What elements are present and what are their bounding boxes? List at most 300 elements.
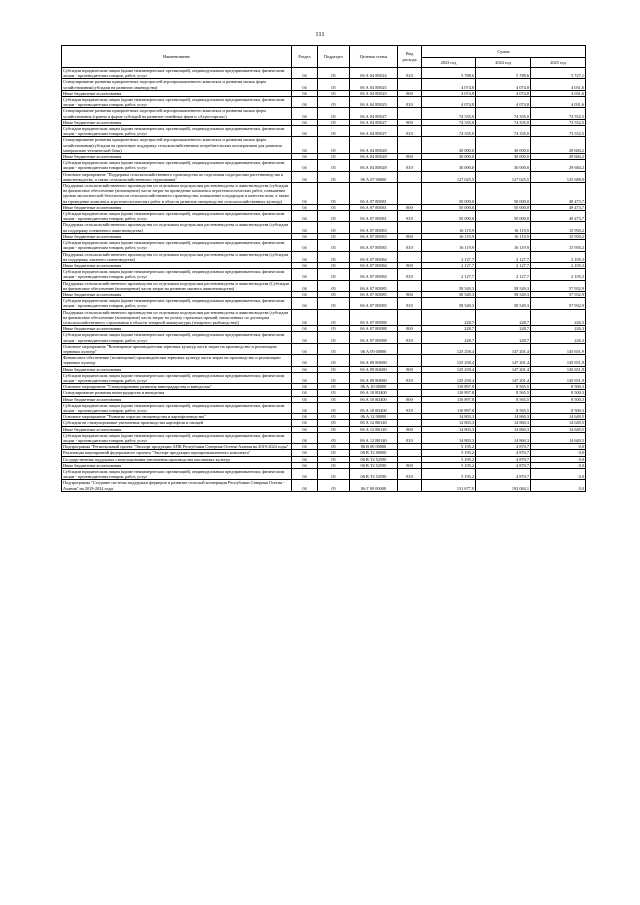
- row-section: 04: [292, 204, 318, 210]
- header-year-2023: 2023 год: [422, 58, 476, 68]
- row-subsection: 05: [318, 432, 350, 443]
- table-row: [62, 402, 586, 413]
- row-section: 04: [292, 390, 318, 396]
- row-section: 04: [292, 366, 318, 372]
- row-target-item: 06 Г 00 00000: [350, 480, 398, 491]
- table-row: [62, 372, 586, 383]
- row-amount-2024: 30 000,0: [476, 137, 531, 154]
- row-target-item: 06 А 04 R5027: [350, 108, 398, 119]
- row-name: Субсидии юридическим лицам (кроме некоммерческих организаций), индивидуальным предпринимателям, физическим лицам - производителям товаров, работ, услуг: [62, 240, 292, 251]
- row-target-item: 06 А 04 R5028: [350, 160, 398, 171]
- row-subsection: 05: [318, 426, 350, 432]
- row-section: 04: [292, 298, 318, 309]
- table-row: [62, 171, 586, 182]
- row-amount-2024: 30 000,0: [476, 154, 531, 160]
- row-amount-2025: 2 105,3: [531, 262, 586, 268]
- row-amount-2024: 14 860,3: [476, 426, 531, 432]
- row-section: 04: [292, 309, 318, 326]
- row-section: 04: [292, 426, 318, 432]
- row-name: Иные бюджетные ассигнования: [62, 396, 292, 402]
- row-expense-type: 810: [398, 97, 422, 108]
- row-section: 04: [292, 251, 318, 262]
- row-amount-2023: 110 897,8: [422, 396, 476, 402]
- row-subsection: 05: [318, 183, 350, 205]
- table-row: [62, 332, 586, 343]
- row-name: Подпрограмма "Создание системы поддержки фермеров и развитие сельской кооперации Республики Северная Осетия - Алания" на 2019-2024 годы: [62, 480, 292, 491]
- row-subsection: 05: [318, 262, 350, 268]
- row-expense-type: [398, 137, 422, 154]
- row-amount-2023: 110 897,8: [422, 390, 476, 396]
- row-name: Субсидии на стимулирование увеличения производства картофеля и овощей: [62, 420, 292, 426]
- row-subsection: 05: [318, 160, 350, 171]
- row-name: Поддержка сельскохозяйственного производства по отдельным подотраслям растениеводства и животноводства (субсидии на поддержку племенного животноводства): [62, 222, 292, 233]
- row-section: 04: [292, 126, 318, 137]
- row-amount-2024: 2 127,7: [476, 251, 531, 262]
- row-amount-2024: 74 335,0: [476, 126, 531, 137]
- row-amount-2023: 14 803,3: [422, 426, 476, 432]
- row-amount-2023: 5 195,2: [422, 469, 476, 480]
- row-amount-2025: 8 500,3: [531, 390, 586, 396]
- row-section: 04: [292, 396, 318, 402]
- row-expense-type: 810: [398, 332, 422, 343]
- row-name: Иные бюджетные ассигнования: [62, 154, 292, 160]
- row-amount-2024: 127 025,5: [476, 171, 531, 182]
- row-subsection: 05: [318, 396, 350, 402]
- row-name: Реализация мероприятий федерального проекта "Экспорт продукции агропромышленного комплекса": [62, 450, 292, 456]
- row-expense-type: 810: [398, 372, 422, 383]
- row-amount-2024: 2 127,7: [476, 262, 531, 268]
- row-expense-type: [398, 309, 422, 326]
- row-section: 04: [292, 291, 318, 297]
- row-amount-2023: 4 074,8: [422, 90, 476, 96]
- row-amount-2023: 110 897,8: [422, 384, 476, 390]
- row-name: Иные бюджетные ассигнования: [62, 233, 292, 239]
- header-subsection: Подраздел: [318, 46, 350, 68]
- row-subsection: 05: [318, 420, 350, 426]
- row-name: Финансовое обеспечение (возмещение) производителям зерновых культур части затрат на производство и реализацию зерновых культур: [62, 355, 292, 366]
- row-target-item: 06 А 07 R5081: [350, 204, 398, 210]
- row-amount-2024: 50 000,0: [476, 183, 531, 205]
- row-name: Иные бюджетные ассигнования: [62, 366, 292, 372]
- row-expense-type: 810: [398, 298, 422, 309]
- row-subsection: 05: [318, 469, 350, 480]
- row-subsection: 05: [318, 68, 350, 79]
- row-section: 04: [292, 432, 318, 443]
- row-name: Субсидии юридическим лицам (кроме некоммерческих организаций), индивидуальным предпринимателям, физическим лицам - производителям товаров, работ, услуг: [62, 298, 292, 309]
- row-expense-type: [398, 280, 422, 291]
- row-amount-2024: 8 565,5: [476, 390, 531, 396]
- row-amount-2025: 145 651,9: [531, 366, 586, 372]
- row-name: Стимулирование развития виноградарства и виноделия: [62, 390, 292, 396]
- row-expense-type: [398, 343, 422, 354]
- row-name: Поддержка сельскохозяйственного производства по отдельным подотраслям растениеводства и животноводства (субсидии на финансовое обеспечение (возмещение) части затрат на проведение комплекса агротехнологических работ, повышение уровня экологической безопасности сельскохозяйственного производства, повышение плодородия и качества почв, а также на проведение комплекса агротехнологических работ в области развития овощеводства сельскохозяйственных культур): [62, 183, 292, 205]
- row-target-item: 06 А 10 R3400: [350, 390, 398, 396]
- table-row: [62, 355, 586, 366]
- row-amount-2024: 16 119,9: [476, 222, 531, 233]
- row-section: 04: [292, 240, 318, 251]
- row-amount-2024: 192 084,1: [476, 480, 531, 491]
- row-amount-2023: 74 335,0: [422, 119, 476, 125]
- row-target-item: 06 А 09 R3680: [350, 372, 398, 383]
- row-amount-2025: 0,0: [531, 480, 586, 491]
- row-section: 04: [292, 420, 318, 426]
- row-expense-type: 800: [398, 426, 422, 432]
- row-amount-2023: 50 000,0: [422, 204, 476, 210]
- row-amount-2025: 73 552,5: [531, 108, 586, 119]
- row-subsection: 05: [318, 240, 350, 251]
- row-subsection: 05: [318, 462, 350, 468]
- row-target-item: 06 А 07 R5088: [350, 332, 398, 343]
- row-amount-2025: 8 500,3: [531, 396, 586, 402]
- row-expense-type: 800: [398, 326, 422, 332]
- row-section: 04: [292, 462, 318, 468]
- row-amount-2024: 14 860,3: [476, 432, 531, 443]
- row-name: Поддержка сельскохозяйственного производства по отдельным подотраслям растениеводства и животноводства (субсидии на финансовое обеспечение (возмещение) части затрат на уплату страховых премий, начисленных по договорам сельскохозяйственного страхования в области товарной аквакультуры (товарного рыбоводства)): [62, 309, 292, 326]
- row-subsection: 05: [318, 402, 350, 413]
- row-name: Основное мероприятие "Стимулирование развития виноградарства и виноделия": [62, 384, 292, 390]
- row-expense-type: 800: [398, 204, 422, 210]
- row-amount-2025: 226,3: [531, 326, 586, 332]
- row-amount-2025: 0,0: [531, 450, 586, 456]
- row-amount-2025: 57 932,9: [531, 298, 586, 309]
- row-expense-type: 810: [398, 432, 422, 443]
- row-amount-2025: 57 932,9: [531, 280, 586, 291]
- row-name: Субсидии юридическим лицам (кроме некоммерческих организаций), индивидуальным предпринимателям, физическим лицам - производителям товаров, работ, услуг: [62, 469, 292, 480]
- row-target-item: 06 А 10 R3400: [350, 402, 398, 413]
- row-amount-2023: 2 127,7: [422, 251, 476, 262]
- row-subsection: 05: [318, 233, 350, 239]
- row-section: 04: [292, 108, 318, 119]
- row-expense-type: 810: [398, 269, 422, 280]
- row-amount-2025: 8 500,3: [531, 402, 586, 413]
- row-section: 04: [292, 469, 318, 480]
- row-target-item: 06 В T2 52590: [350, 469, 398, 480]
- row-expense-type: 810: [398, 469, 422, 480]
- row-target-item: 06 В T2 52590: [350, 456, 398, 462]
- row-amount-2025: 0,0: [531, 444, 586, 450]
- table-row: [62, 280, 586, 291]
- table-row: [62, 211, 586, 222]
- row-name: Основное мероприятие "Поддержка сельскохозяйственного производства по отдельным подотраслям растениеводства и животноводства, а также сельскохозяйственного страхования": [62, 171, 292, 182]
- row-name: Поддержка сельскохозяйственного производства по отдельным подотраслям растениеводства и животноводства (субсидии на поддержку элитного семеноводства): [62, 251, 292, 262]
- row-section: 04: [292, 97, 318, 108]
- table-row: [62, 480, 586, 491]
- row-subsection: 05: [318, 291, 350, 297]
- row-target-item: 06 А 04 R5028: [350, 137, 398, 154]
- row-amount-2023: 14 803,3: [422, 420, 476, 426]
- row-expense-type: 800: [398, 90, 422, 96]
- row-amount-2024: 4 074,8: [476, 79, 531, 90]
- row-section: 04: [292, 372, 318, 383]
- row-amount-2024: 147 201,4: [476, 343, 531, 354]
- row-amount-2023: 30 000,0: [422, 137, 476, 154]
- row-amount-2023: 30 000,0: [422, 154, 476, 160]
- row-name: Иные бюджетные ассигнования: [62, 262, 292, 268]
- row-subsection: 05: [318, 355, 350, 366]
- row-section: 04: [292, 414, 318, 420]
- row-target-item: 06 А 07 R5085: [350, 280, 398, 291]
- row-subsection: 05: [318, 171, 350, 182]
- row-amount-2023: 5 195,2: [422, 444, 476, 450]
- row-amount-2025: 0,0: [531, 469, 586, 480]
- table-row: [62, 79, 586, 90]
- row-amount-2025: 29 684,2: [531, 160, 586, 171]
- row-amount-2023: 5 195,2: [422, 456, 476, 462]
- row-subsection: 05: [318, 222, 350, 233]
- row-expense-type: [398, 222, 422, 233]
- row-target-item: 06 А 04 R5024: [350, 68, 398, 79]
- table-row: [62, 126, 586, 137]
- row-name: Субсидии юридическим лицам (кроме некоммерческих организаций), индивидуальным предпринимателям, физическим лицам - производителям товаров, работ, услуг: [62, 126, 292, 137]
- row-amount-2023: 4 074,8: [422, 97, 476, 108]
- row-expense-type: [398, 171, 422, 182]
- row-target-item: 06 А 04 R5025: [350, 79, 398, 90]
- row-subsection: 05: [318, 343, 350, 354]
- row-amount-2025: 0,0: [531, 462, 586, 468]
- row-name: Субсидии юридическим лицам (кроме некоммерческих организаций), индивидуальным предпринимателям, физическим лицам - производителям товаров, работ, услуг: [62, 402, 292, 413]
- table-row: [62, 68, 586, 79]
- table-row: [62, 432, 586, 443]
- row-amount-2023: 74 335,0: [422, 108, 476, 119]
- row-name: Подпрограмма "Региональный проект "Экспорт продукции АПК Республики Северная Осетия-Алания на 2019-2024 годы": [62, 444, 292, 450]
- row-amount-2024: 74 335,0: [476, 108, 531, 119]
- row-name: Субсидии юридическим лицам (кроме некоммерческих организаций), индивидуальным предпринимателям, физическим лицам - производителям товаров, работ, услуг: [62, 160, 292, 171]
- row-amount-2024: 4 074,8: [476, 97, 531, 108]
- row-amount-2023: 5 195,2: [422, 462, 476, 468]
- row-amount-2023: 125 258,4: [422, 343, 476, 354]
- row-target-item: 06 А 10 00000: [350, 384, 398, 390]
- row-expense-type: 810: [398, 402, 422, 413]
- row-name: Стимулирование развития приоритетных подотраслей агропромышленного комплекса и развития малых форм хозяйствования(субсидии на развитие овцеводства): [62, 79, 292, 90]
- row-subsection: 05: [318, 298, 350, 309]
- table-row: [62, 251, 586, 262]
- row-amount-2024: 14 860,3: [476, 420, 531, 426]
- row-name: Субсидии юридическим лицам (кроме некоммерческих организаций), индивидуальным предпринимателям, физическим лицам - производителям товаров, работ, услуг: [62, 372, 292, 383]
- row-expense-type: 810: [398, 160, 422, 171]
- row-amount-2023: 14 803,3: [422, 432, 476, 443]
- row-target-item: 06 А 09 R3680: [350, 366, 398, 372]
- row-amount-2025: 226,3: [531, 309, 586, 326]
- row-expense-type: [398, 251, 422, 262]
- table-row: [62, 343, 586, 354]
- row-target-item: 06 А 07 R5083: [350, 222, 398, 233]
- row-amount-2024: 147 201,4: [476, 355, 531, 366]
- row-target-item: 06 А 10 R3400: [350, 396, 398, 402]
- row-target-item: 06 А 07 R5088: [350, 326, 398, 332]
- row-name: Основное мероприятие "Возмещение производителям зерновых культур части затрат на производство и реализацию зерновых культур": [62, 343, 292, 354]
- row-subsection: 05: [318, 251, 350, 262]
- row-amount-2025: 29 684,2: [531, 154, 586, 160]
- row-section: 04: [292, 119, 318, 125]
- table-row: [62, 309, 586, 326]
- row-amount-2025: 73 552,5: [531, 119, 586, 125]
- row-subsection: 05: [318, 480, 350, 491]
- row-amount-2023: 50 000,0: [422, 183, 476, 205]
- row-target-item: 06 А 04 R5025: [350, 90, 398, 96]
- row-amount-2024: 4 870,7: [476, 462, 531, 468]
- row-target-item: 06 А 12 R0140: [350, 420, 398, 426]
- row-target-item: 06 А 07 R5081: [350, 183, 398, 205]
- row-name: Субсидии юридическим лицам (кроме некоммерческих организаций), индивидуальным предпринимателям, физическим лицам - производителям товаров, работ, услуг: [62, 97, 292, 108]
- row-section: 04: [292, 355, 318, 366]
- row-target-item: 06 А 12 R0140: [350, 432, 398, 443]
- row-section: 04: [292, 332, 318, 343]
- row-amount-2025: 29 684,2: [531, 137, 586, 154]
- table-row: [62, 160, 586, 171]
- row-amount-2023: 228,7: [422, 326, 476, 332]
- row-subsection: 05: [318, 444, 350, 450]
- row-name: Субсидии юридическим лицам (кроме некоммерческих организаций), индивидуальным предпринимателям, физическим лицам - производителям товаров, работ, услуг: [62, 68, 292, 79]
- row-expense-type: 810: [398, 126, 422, 137]
- row-target-item: 06 А 07 00000: [350, 171, 398, 182]
- row-amount-2024: 50 000,0: [476, 211, 531, 222]
- row-amount-2024: 2 127,7: [476, 269, 531, 280]
- header-name: Наименование: [62, 46, 292, 68]
- row-section: 04: [292, 68, 318, 79]
- row-section: 04: [292, 262, 318, 268]
- row-expense-type: 810: [398, 68, 422, 79]
- row-expense-type: 810: [398, 240, 422, 251]
- row-amount-2024: 5 788,6: [476, 68, 531, 79]
- row-amount-2024: 4 870,7: [476, 456, 531, 462]
- row-amount-2023: 74 335,0: [422, 126, 476, 137]
- table-row: [62, 269, 586, 280]
- row-expense-type: [398, 183, 422, 205]
- row-subsection: 05: [318, 450, 350, 456]
- row-name: Иные бюджетные ассигнования: [62, 204, 292, 210]
- row-amount-2024: 147 201,4: [476, 366, 531, 372]
- row-amount-2023: 5 788,6: [422, 68, 476, 79]
- row-subsection: 05: [318, 390, 350, 396]
- row-target-item: 06 А 04 R5027: [350, 126, 398, 137]
- row-section: 04: [292, 384, 318, 390]
- row-expense-type: [398, 79, 422, 90]
- row-amount-2023: 125 258,4: [422, 355, 476, 366]
- row-amount-2025: 14 649,5: [531, 432, 586, 443]
- row-amount-2023: 58 549,3: [422, 280, 476, 291]
- row-target-item: 06 В 00 00000: [350, 444, 398, 450]
- row-amount-2023: 16 119,9: [422, 240, 476, 251]
- row-subsection: 05: [318, 309, 350, 326]
- row-expense-type: 800: [398, 154, 422, 160]
- row-section: 04: [292, 222, 318, 233]
- row-amount-2025: 49 473,7: [531, 183, 586, 205]
- row-expense-type: 810: [398, 211, 422, 222]
- row-expense-type: [398, 480, 422, 491]
- row-amount-2024: 16 119,9: [476, 233, 531, 239]
- row-amount-2025: 2 105,3: [531, 251, 586, 262]
- row-subsection: 05: [318, 97, 350, 108]
- row-expense-type: 800: [398, 233, 422, 239]
- row-amount-2024: 30 000,0: [476, 160, 531, 171]
- row-amount-2024: 58 549,3: [476, 280, 531, 291]
- row-amount-2023: 58 549,3: [422, 291, 476, 297]
- row-subsection: 05: [318, 372, 350, 383]
- row-amount-2025: 226,3: [531, 332, 586, 343]
- row-target-item: 06 А 07 R5085: [350, 291, 398, 297]
- header-section: Раздел: [292, 46, 318, 68]
- row-amount-2024: 8 565,5: [476, 402, 531, 413]
- row-section: 04: [292, 444, 318, 450]
- row-amount-2023: 125 258,4: [422, 366, 476, 372]
- row-amount-2023: 14 803,3: [422, 414, 476, 420]
- row-amount-2024: 8 565,5: [476, 396, 531, 402]
- row-name: Поддержка сельскохозяйственного производства по отдельным подотраслям растениеводства и животноводства (Субсидии на финансовое обеспечение (возмещение) части затрат на развитие мясного животноводства): [62, 280, 292, 291]
- row-target-item: 06 А 07 R5081: [350, 211, 398, 222]
- row-amount-2024: 4 074,8: [476, 90, 531, 96]
- row-subsection: 05: [318, 90, 350, 96]
- row-section: 04: [292, 90, 318, 96]
- row-amount-2025: 4 031,6: [531, 79, 586, 90]
- table-row: [62, 108, 586, 119]
- row-section: 04: [292, 269, 318, 280]
- header-year-2024: 2024 год: [476, 58, 531, 68]
- row-section: 04: [292, 456, 318, 462]
- row-amount-2025: 125 688,0: [531, 171, 586, 182]
- row-amount-2025: 73 552,5: [531, 126, 586, 137]
- header-target-item: Целевая статья: [350, 46, 398, 68]
- row-target-item: 06 А 12 R0140: [350, 426, 398, 432]
- row-target-item: 06 А 07 R5084: [350, 269, 398, 280]
- row-name: Субсидии юридическим лицам (кроме некоммерческих организаций), индивидуальным предпринимателям, физическим лицам - производителям товаров, работ, услуг: [62, 211, 292, 222]
- row-amount-2023: 50 000,0: [422, 211, 476, 222]
- row-amount-2024: 58 549,3: [476, 291, 531, 297]
- row-name: Иные бюджетные ассигнования: [62, 462, 292, 468]
- row-section: 04: [292, 79, 318, 90]
- row-amount-2024: 14 860,3: [476, 414, 531, 420]
- row-amount-2023: 4 074,8: [422, 79, 476, 90]
- row-target-item: 06 В T2 00000: [350, 450, 398, 456]
- table-row: [62, 240, 586, 251]
- row-subsection: 05: [318, 456, 350, 462]
- row-subsection: 05: [318, 126, 350, 137]
- row-amount-2025: 8 500,3: [531, 384, 586, 390]
- row-expense-type: 800: [398, 366, 422, 372]
- row-subsection: 05: [318, 79, 350, 90]
- row-target-item: 06 А 12 00000: [350, 414, 398, 420]
- row-amount-2025: 14 649,5: [531, 414, 586, 420]
- row-name: Субсидии юридическим лицам (кроме некоммерческих организаций), индивидуальным предпринимателям, физическим лицам - производителям товаров, работ, услуг: [62, 432, 292, 443]
- row-amount-2023: 228,7: [422, 332, 476, 343]
- row-amount-2025: 145 651,9: [531, 355, 586, 366]
- row-target-item: 06 А 07 R5088: [350, 309, 398, 326]
- row-amount-2024: 74 335,0: [476, 119, 531, 125]
- row-name: Субсидии юридическим лицам (кроме некоммерческих организаций), индивидуальным предпринимателям, физическим лицам - производителям товаров, работ, услуг: [62, 332, 292, 343]
- row-amount-2023: 110 897,8: [422, 402, 476, 413]
- header-expense-type: Вид расхода: [398, 46, 422, 68]
- row-name: Иные бюджетные ассигнования: [62, 326, 292, 332]
- row-section: 04: [292, 211, 318, 222]
- row-section: 04: [292, 402, 318, 413]
- row-subsection: 05: [318, 269, 350, 280]
- row-section: 04: [292, 160, 318, 171]
- row-subsection: 05: [318, 326, 350, 332]
- row-name: Иные бюджетные ассигнования: [62, 119, 292, 125]
- table-row: [62, 222, 586, 233]
- row-expense-type: [398, 108, 422, 119]
- row-name: Иные бюджетные ассигнования: [62, 426, 292, 432]
- row-name: Государственная поддержка стимулирования увеличения производства масличных культур: [62, 456, 292, 462]
- row-section: 04: [292, 280, 318, 291]
- row-name: Иные бюджетные ассигнования: [62, 291, 292, 297]
- row-amount-2024: 16 119,9: [476, 240, 531, 251]
- row-subsection: 05: [318, 108, 350, 119]
- row-amount-2023: 16 119,9: [422, 222, 476, 233]
- row-amount-2025: 15 950,2: [531, 222, 586, 233]
- row-amount-2023: 2 127,7: [422, 262, 476, 268]
- row-amount-2024: 4 870,7: [476, 450, 531, 456]
- row-target-item: 06 А 04 R5028: [350, 154, 398, 160]
